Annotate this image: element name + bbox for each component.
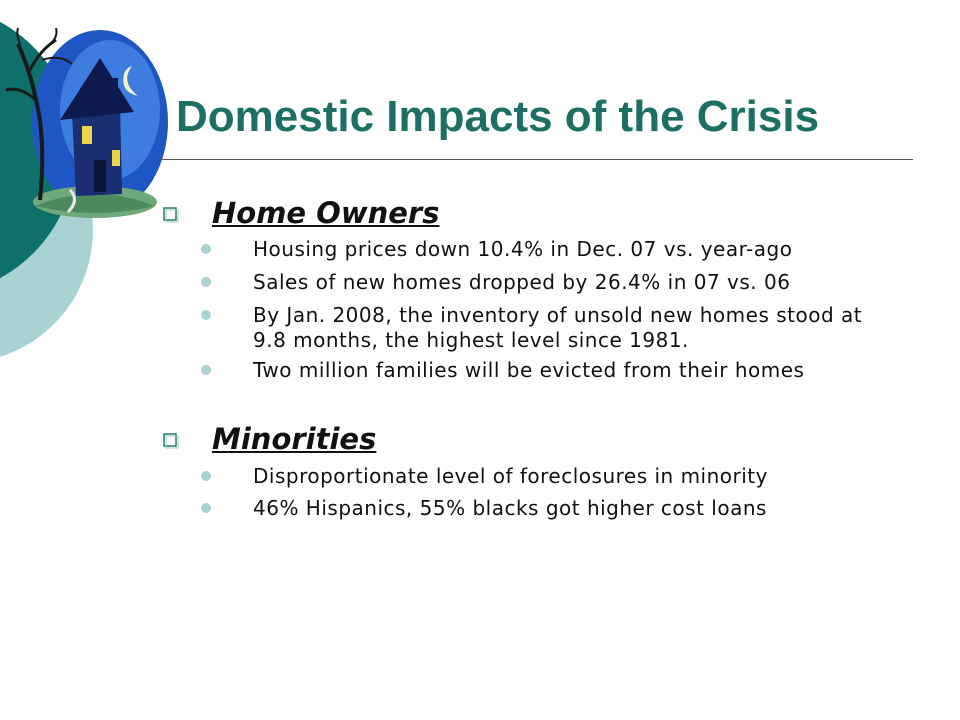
round-bullet-icon xyxy=(201,277,211,287)
hollow-square-bullet-icon xyxy=(160,430,182,452)
round-bullet-icon xyxy=(201,365,211,375)
bullet-text: Two million families will be evicted from their homes xyxy=(253,358,805,382)
round-bullet-icon xyxy=(201,503,211,513)
section-heading: Home Owners xyxy=(212,196,440,230)
bullet-text: Disproportionate level of foreclosures in minority xyxy=(253,464,768,488)
section-heading: Minorities xyxy=(212,422,377,456)
title-divider xyxy=(160,159,913,160)
hollow-square-bullet-icon xyxy=(160,204,182,226)
bullet-text: By Jan. 2008, the inventory of unsold new homes stood at 9.8 months, the highest level since 1981. xyxy=(253,303,863,352)
slide-decoration xyxy=(0,0,240,400)
round-bullet-icon xyxy=(201,244,211,254)
round-bullet-icon xyxy=(201,471,211,481)
round-bullet-icon xyxy=(201,310,211,320)
bullet-text: 46% Hispanics, 55% blacks got higher cost loans xyxy=(253,496,767,520)
slide-title: Domestic Impacts of the Crisis xyxy=(176,92,820,141)
bullet-text: Sales of new homes dropped by 26.4% in 07 vs. 06 xyxy=(253,270,791,294)
bullet-text: Housing prices down 10.4% in Dec. 07 vs. year-ago xyxy=(253,237,793,261)
